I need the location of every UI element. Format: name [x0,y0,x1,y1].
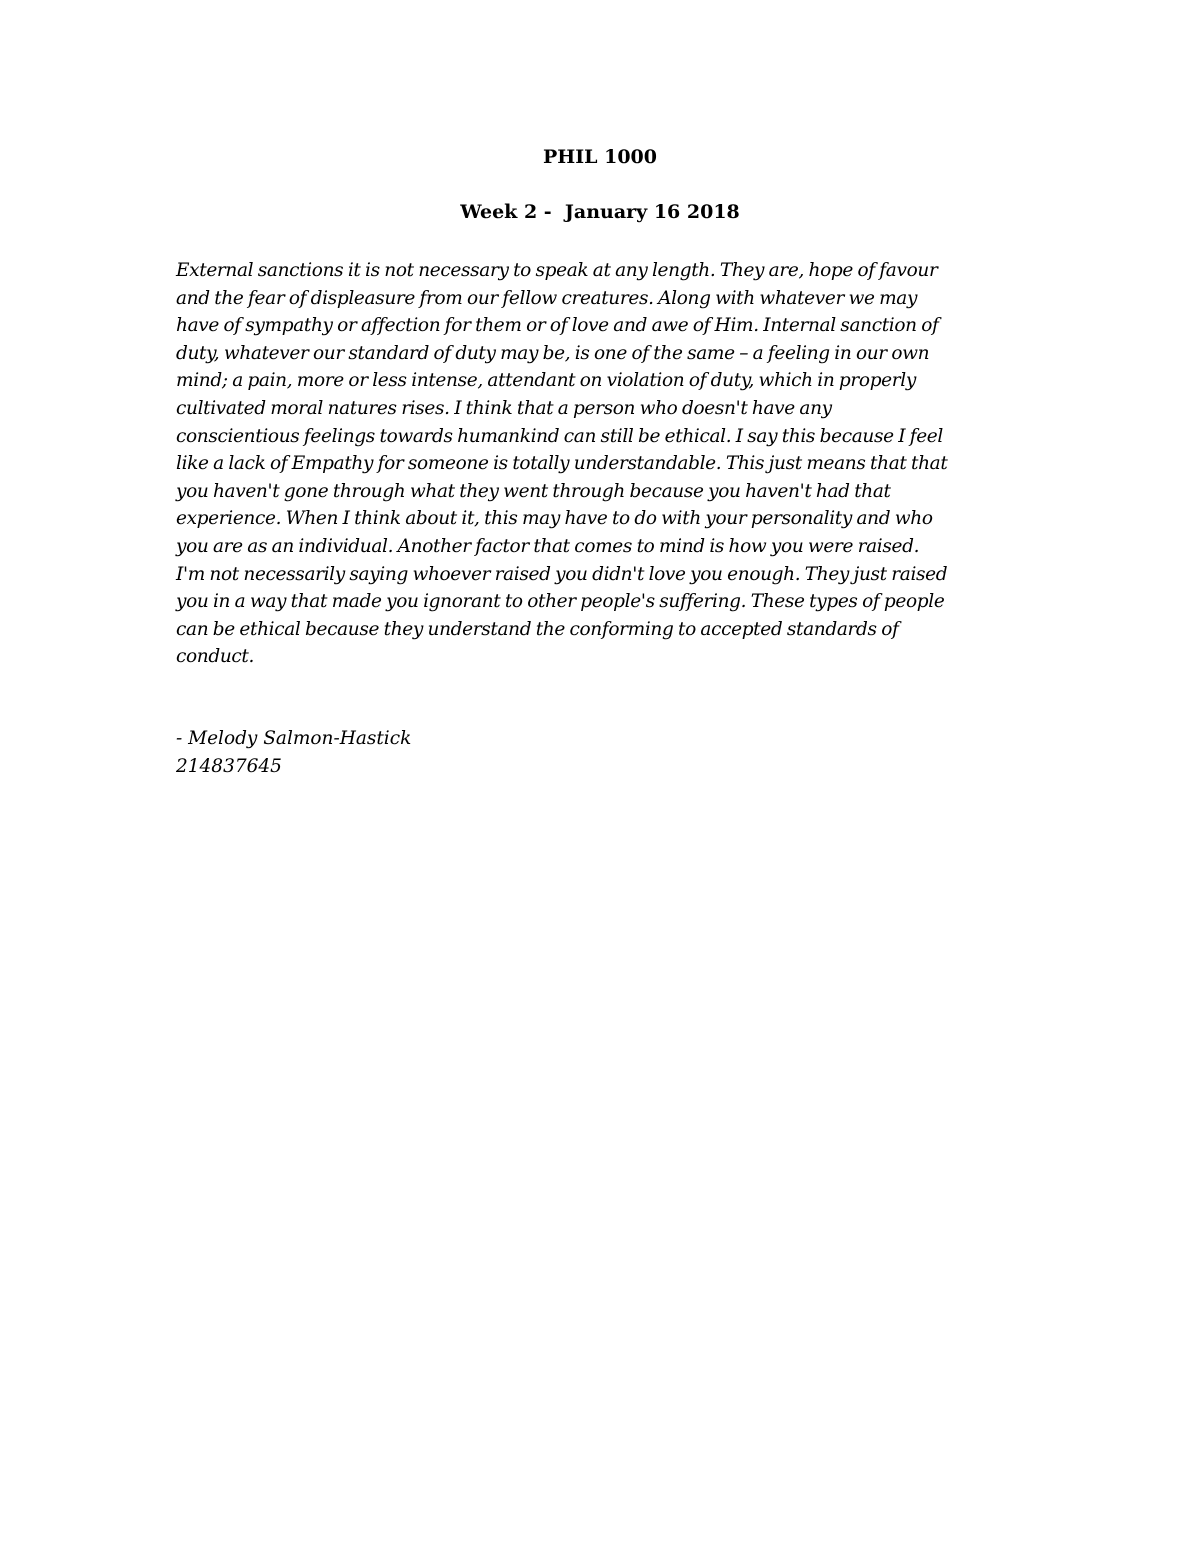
body-line: can be ethical because they understand the conforming to accepted standards of [176,618,899,640]
course-title: PHIL 1000 [543,146,657,168]
body-line: I'm not necessarily saying whoever raised you didn't love you enough. They just raised [176,563,948,585]
body-line: cultivated moral natures rises. I think that a person who doesn't have any [176,397,832,419]
body-line: mind; a pain, more or less intense, attendant on violation of duty, which in properly [176,370,916,392]
body-line: and the fear of displeasure from our fellow creatures. Along with whatever we may [176,287,918,309]
body-line: External sanctions it is not necessary to speak at any length. They are, hope of favour [176,260,938,281]
student-id: 214837645 [176,755,282,777]
body-line: experience. When I think about it, this may have to do with your personality and who [176,508,933,530]
body-line: you in a way that made you ignorant to other people's suffering. These types of people [176,591,945,613]
body-paragraph [176,257,1036,671]
body-line: have of sympathy or affection for them or of love and awe of Him. Internal sanction of [176,315,939,337]
body-line: you haven't gone through what they went through because you haven't had that [176,480,891,502]
week-title: Week 2 - January 16 2018 [460,201,740,223]
body-line: conduct. [176,646,255,668]
body-line: duty, whatever our standard of duty may be, is one of the same – a feeling in our own [176,342,930,364]
body-line: you are as an individual. Another factor that comes to mind is how you were raised. [176,535,920,557]
signature-block [176,725,411,780]
body-line: conscientious feelings towards humankind can still be ethical. I say this because I feel [176,425,943,447]
author-name: - Melody Salmon-Hastick [176,728,412,749]
body-line: like a lack of Empathy for someone is totally understandable. This just means that that [176,453,948,475]
